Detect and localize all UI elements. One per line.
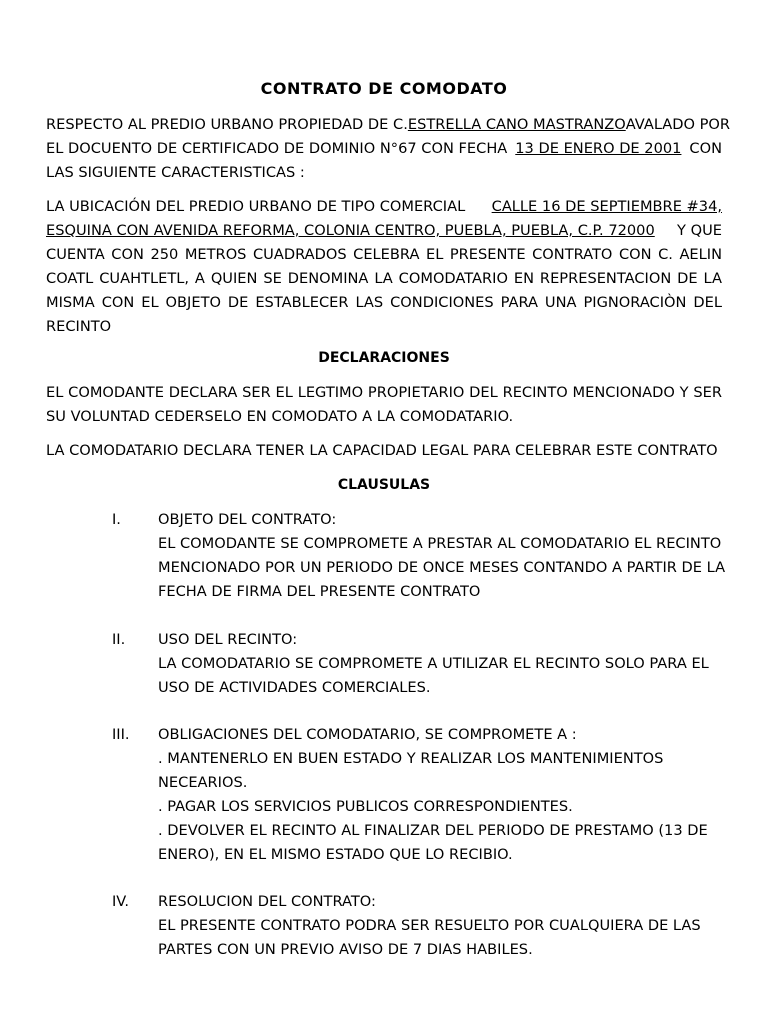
clause-body (158, 628, 728, 700)
clause-body (158, 890, 728, 962)
intro-line-1: RESPECTO AL PREDIO URBANO PROPIEDAD DE C. ESTRELLA CANO MASTRANZO AVALADO POR (46, 113, 722, 137)
address-part-1: CALLE 16 DE SEPTIEMBRE #34, (491, 198, 722, 215)
clause-title: OBLIGACIONES DEL COMODATARIO, SE COMPROMETE A : (158, 726, 577, 743)
declaraciones-heading: DECLARACIONES (318, 350, 450, 366)
intro-paragraph (46, 113, 731, 185)
clause-line: PARTES CON UN PREVIO AVISO DE 7 DIAS HABILES. (158, 941, 533, 958)
clause-number: II. (112, 631, 126, 648)
location-line-3: CUENTA CON 250 METROS CUADRADOS CELEBRA EL PRESENTE CONTRATO CON C. AELIN (46, 246, 722, 263)
location-line-5: MISMA CON EL OBJETO DE ESTABLECER LAS CONDICIONES PARA UNA PIGNORACIÒN DEL (46, 294, 722, 311)
owner-name: ESTRELLA CANO MASTRANZO (407, 116, 626, 133)
clause-body (158, 723, 728, 867)
clause-title: RESOLUCION DEL CONTRATO: (158, 893, 376, 910)
clause-title: OBJETO DEL CONTRATO: (158, 511, 337, 528)
clause-line: . MANTENERLO EN BUEN ESTADO Y REALIZAR LOS MANTENIMIENTOS (158, 750, 664, 767)
declaration-paragraph (46, 381, 722, 429)
clause-line: FECHA DE FIRMA DEL PRESENTE CONTRATO (158, 583, 481, 600)
clause-line: NECEARIOS. (158, 774, 248, 791)
clause-body (158, 508, 728, 604)
clause-number: I. (112, 511, 121, 528)
capacity-paragraph (46, 439, 722, 463)
clause-line: MENCIONADO POR UN PERIODO DE ONCE MESES CONTANDO A PARTIR DE LA (158, 559, 726, 576)
clause-number: III. (112, 726, 130, 743)
address-part-2: ESQUINA CON AVENIDA REFORMA, COLONIA CENTRO, PUEBLA, PUEBLA, C.P. 72000 (46, 222, 655, 239)
clause-title: USO DEL RECINTO: (158, 631, 298, 648)
certificate-date: 13 DE ENERO DE 2001 (515, 140, 682, 157)
document-title: CONTRATO DE COMODATO (260, 79, 508, 98)
declaration-line-1: EL COMODANTE DECLARA SER EL LEGTIMO PROPIETARIO DEL RECINTO MENCIONADO Y SER (46, 384, 722, 401)
clause-line: . DEVOLVER EL RECINTO AL FINALIZAR DEL PERIODO DE PRESTAMO (13 DE (158, 822, 708, 839)
clause-number: IV. (112, 893, 130, 910)
capacity-line: LA COMODATARIO DECLARA TENER LA CAPACIDAD LEGAL PARA CELEBRAR ESTE CONTRATO (46, 442, 718, 459)
clause-line: EL PRESENTE CONTRATO PODRA SER RESUELTO POR CUALQUIERA DE LAS (158, 917, 701, 934)
location-line-2: ESQUINA CON AVENIDA REFORMA, COLONIA CENTRO, PUEBLA, PUEBLA, C.P. 72000 Y QUE (46, 219, 722, 243)
location-paragraph (46, 195, 722, 339)
clause-line: LA COMODATARIO SE COMPROMETE A UTILIZAR EL RECINTO SOLO PARA EL (158, 655, 709, 672)
location-line-4: COATL CUAHTLETL, A QUIEN SE DENOMINA LA COMODATARIO EN REPRESENTACION DE LA (46, 270, 722, 287)
intro-line-3: LAS SIGUIENTE CARACTERISTICAS : (46, 164, 305, 181)
clausulas-heading: CLAUSULAS (337, 477, 431, 493)
clause-line: USO DE ACTIVIDADES COMERCIALES. (158, 679, 431, 696)
clause-line: ENERO), EN EL MISMO ESTADO QUE LO RECIBIO. (158, 846, 513, 863)
clause-line: . PAGAR LOS SERVICIOS PUBLICOS CORRESPONDIENTES. (158, 798, 573, 815)
clause-line: EL COMODANTE SE COMPROMETE A PRESTAR AL COMODATARIO EL RECINTO (158, 535, 722, 552)
location-line-6: RECINTO (46, 318, 112, 335)
declaration-line-2: SU VOLUNTAD CEDERSELO EN COMODATO A LA COMODATARIO. (46, 408, 514, 425)
location-line-1: LA UBICACIÓN DEL PREDIO URBANO DE TIPO COMERCIAL CALLE 16 DE SEPTIEMBRE #34, (46, 195, 722, 219)
intro-line-2: EL DOCUENTO DE CERTIFICADO DE DOMINIO N°67 CON FECHA 13 DE ENERO DE 2001 CON (46, 137, 722, 161)
